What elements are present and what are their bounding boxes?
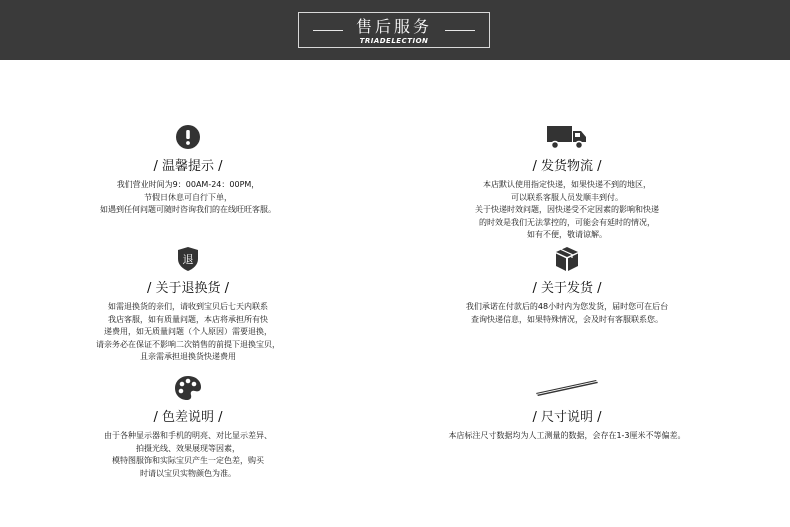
section-title: / 色差说明 /: [153, 410, 223, 425]
title-frame: [298, 12, 490, 48]
body-line: 我店客服，如有质量问题，本店将承担所有快: [108, 314, 268, 324]
section-body: [18, 430, 358, 480]
section-warm-tip: [18, 123, 358, 217]
body-line: 节假日休息可自行下单，: [144, 192, 232, 202]
exclamation-icon: [18, 123, 358, 151]
body-line: 时请以宝贝实物颜色为准。: [140, 468, 236, 478]
section-returns: [18, 245, 358, 364]
body-line: 模特图服饰和实际宝贝产生一定色差，购买: [112, 456, 264, 465]
section-body: [18, 301, 358, 364]
body-line: 如有不便，敬请谅解。: [527, 230, 607, 239]
section-title: / 关于退换货 /: [146, 281, 230, 296]
section-body: [397, 430, 737, 443]
truck-icon: [397, 123, 737, 151]
palette-icon: [18, 374, 358, 402]
body-line: 且亲需承担退换货快递费用: [140, 352, 236, 361]
body-line: 关于快递时效问题，因快递受不定因素的影响和快递: [475, 205, 659, 214]
body-line: 本店默认使用指定快递，如果快递不到的地区，: [483, 180, 651, 189]
body-line: 请亲务必在保证不影响二次销售的前提下退换宝贝，: [96, 339, 280, 349]
package-box-icon: [397, 245, 737, 273]
page-subtitle: TRIADELECTION: [359, 37, 429, 45]
return-shield-icon: [18, 245, 358, 273]
return-icon-label: 退: [182, 253, 194, 266]
section-title: / 发货物流 /: [532, 159, 602, 174]
body-line: 可以联系客服人员发顺丰到付。: [511, 192, 623, 202]
body-line: 我们承诺在付款后的48小时内为您发货，届时您可在后台: [465, 302, 669, 311]
section-body: [18, 179, 358, 217]
section-about-shipping: [397, 245, 737, 326]
body-line: 由于各种显示器和手机的明亮、对比显示差异、: [104, 431, 272, 440]
section-body: [397, 179, 737, 242]
body-line: 的时效是我们无法掌控的，可能会有延时的情况，: [479, 217, 655, 227]
section-title: / 尺寸说明 /: [532, 410, 602, 425]
section-shipping-logistics: [397, 123, 737, 242]
body-line: 我们营业时间为9：00AM-24：00PM，: [116, 180, 260, 189]
section-title: / 关于发货 /: [532, 281, 602, 296]
body-line: 查询快递信息，如果特殊情况，会及时有客服联系您。: [471, 314, 663, 324]
body-line: 如需退换货的亲们，请收到宝贝后七天内联系: [108, 302, 268, 311]
body-line: 如遇到任何问题可随时咨询我们的在线旺旺客服。: [100, 205, 276, 214]
body-line: 拍摄光线、效果展现等因素，: [136, 443, 240, 453]
section-body: [397, 301, 737, 326]
section-title: / 温馨提示 /: [153, 159, 223, 174]
body-line: 本店标注尺寸数据均为人工测量的数据，会存在1-3厘米不等偏差。: [448, 431, 686, 440]
ruler-icon: [397, 374, 737, 402]
page-title: 售后服务: [355, 17, 432, 36]
header-banner: [0, 0, 790, 60]
section-color-difference: [18, 374, 358, 480]
body-line: 递费用，如无质量问题（个人原因）需要退换，: [104, 327, 272, 336]
section-size-notes: [397, 374, 737, 443]
